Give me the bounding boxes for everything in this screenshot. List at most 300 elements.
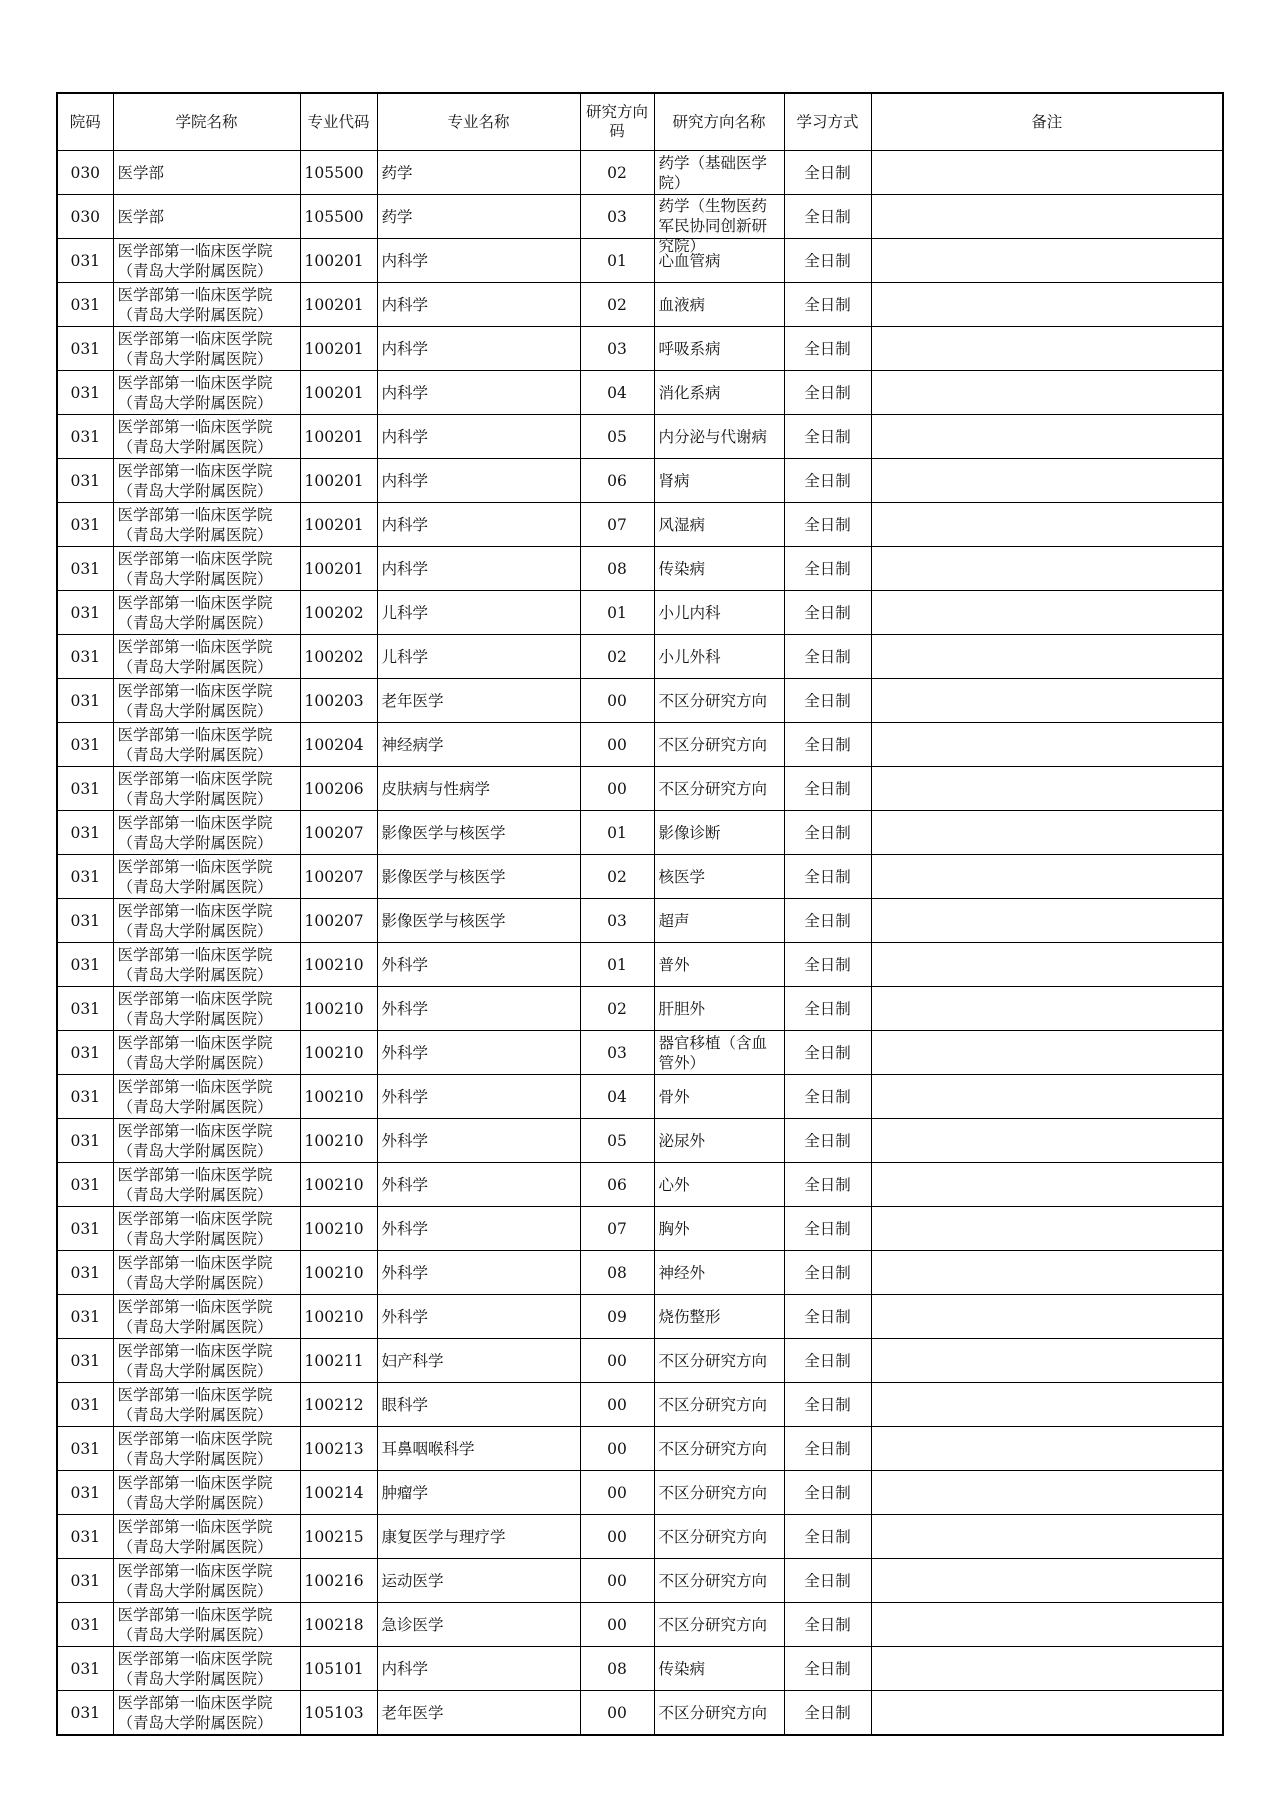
- major-name-cell: 内科学: [377, 239, 580, 283]
- header-college-code: 院码: [57, 93, 113, 151]
- college-hospital-line: （青岛大学附属医院）: [117, 877, 273, 896]
- note-cell: [871, 371, 1223, 415]
- college-hospital-line: （青岛大学附属医院）: [117, 1317, 273, 1336]
- major-code-cell: 100210: [300, 1207, 377, 1251]
- header-direction-name: 研究方向名称: [654, 93, 784, 151]
- college-code-cell: 031: [57, 1251, 113, 1295]
- college-name-line: 医学部第一临床医学院: [117, 681, 273, 700]
- college-hospital-line: （青岛大学附属医院）: [117, 657, 273, 676]
- major-code-cell: 100206: [300, 767, 377, 811]
- direction-name-text: 不区分研究方向: [658, 1527, 768, 1546]
- study-mode-cell: 全日制: [784, 1691, 871, 1736]
- direction-code-cell: 00: [580, 1603, 654, 1647]
- direction-name-text: 风湿病: [658, 515, 706, 534]
- table-row: [57, 151, 1223, 195]
- major-code-cell: 100210: [300, 1119, 377, 1163]
- direction-name-cell: [654, 1559, 784, 1603]
- table-row: [57, 415, 1223, 459]
- college-name-line: 医学部第一临床医学院: [117, 1429, 273, 1448]
- college-name-cell: [113, 1031, 300, 1075]
- direction-code-cell: 00: [580, 723, 654, 767]
- study-mode-cell: 全日制: [784, 1559, 871, 1603]
- major-name-cell: 内科学: [377, 283, 580, 327]
- direction-code-cell: 03: [580, 195, 654, 239]
- direction-name-cell: [654, 459, 784, 503]
- note-cell: [871, 151, 1223, 195]
- college-code-cell: 031: [57, 239, 113, 283]
- college-code-cell: 031: [57, 679, 113, 723]
- study-mode-cell: 全日制: [784, 679, 871, 723]
- college-code-cell: 031: [57, 1515, 113, 1559]
- college-name-cell: [113, 1207, 300, 1251]
- college-name-line: 医学部第一临床医学院: [117, 373, 273, 392]
- major-code-cell: 100210: [300, 1295, 377, 1339]
- direction-name-text: 心血管病: [658, 251, 721, 270]
- study-mode-cell: 全日制: [784, 1207, 871, 1251]
- table-row: [57, 1603, 1223, 1647]
- college-hospital-line: （青岛大学附属医院）: [117, 1097, 273, 1116]
- study-mode-cell: 全日制: [784, 239, 871, 283]
- college-name-cell: [113, 1119, 300, 1163]
- major-code-cell: 100212: [300, 1383, 377, 1427]
- college-hospital-line: （青岛大学附属医院）: [117, 1449, 273, 1468]
- major-name-cell: 内科学: [377, 459, 580, 503]
- direction-name-text: 内分泌与代谢病: [658, 427, 768, 446]
- major-code-cell: 100210: [300, 1031, 377, 1075]
- direction-name-text: 骨外: [658, 1087, 690, 1106]
- college-code-cell: 031: [57, 503, 113, 547]
- note-cell: [871, 1603, 1223, 1647]
- direction-code-cell: 02: [580, 635, 654, 679]
- college-name-line: 医学部第一临床医学院: [117, 901, 273, 920]
- college-name-line: 医学部第一临床医学院: [117, 285, 273, 304]
- study-mode-cell: 全日制: [784, 415, 871, 459]
- table-row: [57, 987, 1223, 1031]
- direction-code-cell: 00: [580, 767, 654, 811]
- college-hospital-line: （青岛大学附属医院）: [117, 1537, 273, 1556]
- direction-name-text: 不区分研究方向: [658, 1351, 768, 1370]
- major-code-cell: 105500: [300, 195, 377, 239]
- college-name-line: 医学部第一临床医学院: [117, 329, 273, 348]
- direction-name-cell: [654, 899, 784, 943]
- college-name-cell: [113, 459, 300, 503]
- program-table: [56, 92, 1224, 1736]
- direction-name-cell: [654, 1427, 784, 1471]
- direction-name-cell: [654, 195, 784, 255]
- major-name-cell: 外科学: [377, 1251, 580, 1295]
- direction-name-text: 烧伤整形: [658, 1307, 721, 1326]
- college-name-cell: [113, 635, 300, 679]
- major-code-cell: 100211: [300, 1339, 377, 1383]
- college-code-cell: 031: [57, 943, 113, 987]
- major-name-cell: 耳鼻咽喉科学: [377, 1427, 580, 1471]
- college-code-cell: 031: [57, 283, 113, 327]
- note-cell: [871, 1295, 1223, 1339]
- college-name-line: 医学部第一临床医学院: [117, 1649, 273, 1668]
- direction-code-cell: 00: [580, 1559, 654, 1603]
- direction-name-cell: [654, 1471, 784, 1515]
- note-cell: [871, 811, 1223, 855]
- college-name-cell: [113, 723, 300, 767]
- college-code-cell: 031: [57, 371, 113, 415]
- college-name-cell: [113, 503, 300, 547]
- major-name-cell: 老年医学: [377, 679, 580, 723]
- note-cell: [871, 415, 1223, 459]
- direction-name-text: 血液病: [658, 295, 706, 314]
- table-row: [57, 1075, 1223, 1119]
- college-hospital-line: （青岛大学附属医院）: [117, 789, 273, 808]
- note-cell: [871, 1383, 1223, 1427]
- major-code-cell: 100210: [300, 1251, 377, 1295]
- college-hospital-line: （青岛大学附属医院）: [117, 349, 273, 368]
- direction-code-cell: 04: [580, 1075, 654, 1119]
- direction-code-cell: 07: [580, 503, 654, 547]
- college-hospital-line: （青岛大学附属医院）: [117, 921, 273, 940]
- major-code-cell: 105103: [300, 1691, 377, 1736]
- table-row: [57, 547, 1223, 591]
- table-row: [57, 1515, 1223, 1559]
- table-row: [57, 503, 1223, 547]
- major-name-cell: 外科学: [377, 1075, 580, 1119]
- direction-code-cell: 08: [580, 1251, 654, 1295]
- direction-code-cell: 02: [580, 855, 654, 899]
- study-mode-cell: 全日制: [784, 767, 871, 811]
- college-hospital-line: （青岛大学附属医院）: [117, 1669, 273, 1688]
- note-cell: [871, 855, 1223, 899]
- study-mode-cell: 全日制: [784, 1515, 871, 1559]
- direction-name-text: 心外: [658, 1175, 690, 1194]
- college-name-cell: [113, 1075, 300, 1119]
- direction-code-cell: 05: [580, 1119, 654, 1163]
- table-row: [57, 371, 1223, 415]
- direction-name-text: 不区分研究方向: [658, 1571, 768, 1590]
- direction-code-cell: 01: [580, 591, 654, 635]
- college-code-cell: 031: [57, 1383, 113, 1427]
- study-mode-cell: 全日制: [784, 151, 871, 195]
- college-name-line: 医学部第一临床医学院: [117, 1033, 273, 1052]
- college-hospital-line: （青岛大学附属医院）: [117, 1229, 273, 1248]
- direction-name-cell: [654, 723, 784, 767]
- note-cell: [871, 327, 1223, 371]
- college-code-cell: 031: [57, 767, 113, 811]
- direction-name-cell: [654, 1163, 784, 1207]
- direction-code-cell: 00: [580, 1691, 654, 1736]
- major-name-cell: 内科学: [377, 1647, 580, 1691]
- college-name-cell: [113, 371, 300, 415]
- college-code-cell: 031: [57, 1427, 113, 1471]
- major-code-cell: 100213: [300, 1427, 377, 1471]
- direction-name-cell: [654, 1075, 784, 1119]
- college-name-cell: [113, 1603, 300, 1647]
- major-name-cell: 内科学: [377, 371, 580, 415]
- college-name-cell: [113, 899, 300, 943]
- direction-code-cell: 03: [580, 899, 654, 943]
- direction-name-text: 胸外: [658, 1219, 690, 1238]
- table-row: [57, 283, 1223, 327]
- major-name-cell: 皮肤病与性病学: [377, 767, 580, 811]
- college-name-cell: [113, 415, 300, 459]
- direction-name-text: 器官移植（含血管外）: [658, 1033, 768, 1072]
- college-name-line: 医学部第一临床医学院: [117, 1473, 273, 1492]
- major-name-cell: 药学: [377, 195, 580, 239]
- table-row: [57, 239, 1223, 283]
- college-hospital-line: （青岛大学附属医院）: [117, 833, 273, 852]
- direction-name-text: 普外: [658, 955, 690, 974]
- study-mode-cell: 全日制: [784, 1603, 871, 1647]
- direction-name-cell: [654, 1031, 784, 1075]
- note-cell: [871, 239, 1223, 283]
- direction-code-cell: 03: [580, 1031, 654, 1075]
- major-name-cell: 药学: [377, 151, 580, 195]
- college-hospital-line: （青岛大学附属医院）: [117, 1361, 273, 1380]
- direction-name-text: 呼吸系病: [658, 339, 721, 358]
- major-name-cell: 康复医学与理疗学: [377, 1515, 580, 1559]
- direction-name-text: 传染病: [658, 1659, 706, 1678]
- study-mode-cell: 全日制: [784, 1427, 871, 1471]
- college-code-cell: 031: [57, 1691, 113, 1736]
- table-body: [57, 151, 1223, 1736]
- college-hospital-line: （青岛大学附属医院）: [117, 613, 273, 632]
- study-mode-cell: 全日制: [784, 1163, 871, 1207]
- college-hospital-line: （青岛大学附属医院）: [117, 393, 273, 412]
- college-hospital-line: （青岛大学附属医院）: [117, 261, 273, 280]
- major-code-cell: 100210: [300, 1163, 377, 1207]
- table-row: [57, 1471, 1223, 1515]
- header-study-mode: 学习方式: [784, 93, 871, 151]
- direction-name-cell: [654, 371, 784, 415]
- college-code-cell: 031: [57, 811, 113, 855]
- college-name-line: 医学部第一临床医学院: [117, 1077, 273, 1096]
- college-hospital-line: （青岛大学附属医院）: [117, 481, 273, 500]
- major-code-cell: 100202: [300, 591, 377, 635]
- direction-name-cell: [654, 1383, 784, 1427]
- direction-code-cell: 02: [580, 987, 654, 1031]
- direction-name-cell: [654, 1339, 784, 1383]
- college-code-cell: 031: [57, 1471, 113, 1515]
- direction-code-cell: 07: [580, 1207, 654, 1251]
- major-name-cell: 外科学: [377, 1119, 580, 1163]
- college-name-cell: [113, 767, 300, 811]
- study-mode-cell: 全日制: [784, 503, 871, 547]
- college-hospital-line: （青岛大学附属医院）: [117, 1141, 273, 1160]
- college-hospital-line: （青岛大学附属医院）: [117, 1713, 273, 1732]
- major-code-cell: 100207: [300, 899, 377, 943]
- table-row: [57, 1647, 1223, 1691]
- college-name-line: 医学部第一临床医学院: [117, 1605, 273, 1624]
- college-name-line: 医学部第一临床医学院: [117, 725, 273, 744]
- direction-name-text: 超声: [658, 911, 690, 930]
- note-cell: [871, 283, 1223, 327]
- note-cell: [871, 635, 1223, 679]
- major-name-cell: 老年医学: [377, 1691, 580, 1736]
- table-row: [57, 855, 1223, 899]
- direction-name-cell: [654, 1119, 784, 1163]
- college-name-line: 医学部第一临床医学院: [117, 1165, 273, 1184]
- college-code-cell: 031: [57, 1163, 113, 1207]
- study-mode-cell: 全日制: [784, 855, 871, 899]
- direction-code-cell: 09: [580, 1295, 654, 1339]
- table-row: [57, 811, 1223, 855]
- direction-name-cell: [654, 855, 784, 899]
- college-name-cell: [113, 1515, 300, 1559]
- college-code-cell: 031: [57, 415, 113, 459]
- note-cell: [871, 503, 1223, 547]
- study-mode-cell: 全日制: [784, 1295, 871, 1339]
- major-name-cell: 影像医学与核医学: [377, 811, 580, 855]
- direction-name-text: 不区分研究方向: [658, 1395, 768, 1414]
- major-name-cell: 外科学: [377, 987, 580, 1031]
- college-code-cell: 031: [57, 459, 113, 503]
- direction-name-text: 神经外: [658, 1263, 706, 1282]
- note-cell: [871, 1031, 1223, 1075]
- college-code-cell: 031: [57, 635, 113, 679]
- college-name-line: 医学部第一临床医学院: [117, 945, 273, 964]
- note-cell: [871, 1691, 1223, 1736]
- major-name-cell: 影像医学与核医学: [377, 899, 580, 943]
- major-name-cell: 内科学: [377, 547, 580, 591]
- college-code-cell: 031: [57, 327, 113, 371]
- major-code-cell: 100202: [300, 635, 377, 679]
- college-code-cell: 031: [57, 1559, 113, 1603]
- major-code-cell: 100201: [300, 459, 377, 503]
- direction-name-cell: [654, 1603, 784, 1647]
- note-cell: [871, 1339, 1223, 1383]
- college-name-line: 医学部第一临床医学院: [117, 989, 273, 1008]
- college-name-line: 医学部第一临床医学院: [117, 1121, 273, 1140]
- note-cell: [871, 1075, 1223, 1119]
- direction-name-text: 不区分研究方向: [658, 779, 768, 798]
- table-row: [57, 1295, 1223, 1339]
- college-code-cell: 031: [57, 1207, 113, 1251]
- direction-code-cell: 00: [580, 1515, 654, 1559]
- college-hospital-line: （青岛大学附属医院）: [117, 745, 273, 764]
- note-cell: [871, 1163, 1223, 1207]
- study-mode-cell: 全日制: [784, 723, 871, 767]
- major-code-cell: 100215: [300, 1515, 377, 1559]
- direction-code-cell: 02: [580, 283, 654, 327]
- table-row: [57, 1427, 1223, 1471]
- college-code-cell: 030: [57, 195, 113, 239]
- college-hospital-line: （青岛大学附属医院）: [117, 1053, 273, 1072]
- study-mode-cell: 全日制: [784, 811, 871, 855]
- direction-name-text: 不区分研究方向: [658, 1483, 768, 1502]
- college-code-cell: 031: [57, 1031, 113, 1075]
- note-cell: [871, 987, 1223, 1031]
- table-row: [57, 723, 1223, 767]
- direction-name-cell: [654, 151, 784, 195]
- major-name-cell: 影像医学与核医学: [377, 855, 580, 899]
- college-name-line: 医学部第一临床医学院: [117, 1253, 273, 1272]
- table-row: [57, 1691, 1223, 1736]
- college-name-line: 医学部: [117, 207, 165, 226]
- direction-code-cell: 02: [580, 151, 654, 195]
- college-name-line: 医学部第一临床医学院: [117, 637, 273, 656]
- major-name-cell: 外科学: [377, 1207, 580, 1251]
- college-name-line: 医学部第一临床医学院: [117, 1385, 273, 1404]
- major-name-cell: 儿科学: [377, 635, 580, 679]
- direction-name-text: 不区分研究方向: [658, 1615, 768, 1634]
- note-cell: [871, 1427, 1223, 1471]
- table-row: [57, 1163, 1223, 1207]
- table-row: [57, 635, 1223, 679]
- college-code-cell: 031: [57, 899, 113, 943]
- college-hospital-line: （青岛大学附属医院）: [117, 437, 273, 456]
- note-cell: [871, 459, 1223, 503]
- direction-name-text: 泌尿外: [658, 1131, 706, 1150]
- direction-code-cell: 00: [580, 1427, 654, 1471]
- note-cell: [871, 943, 1223, 987]
- major-name-cell: 运动医学: [377, 1559, 580, 1603]
- note-cell: [871, 1471, 1223, 1515]
- major-name-cell: 儿科学: [377, 591, 580, 635]
- college-name-cell: [113, 679, 300, 723]
- college-name-cell: [113, 283, 300, 327]
- college-code-cell: 031: [57, 1647, 113, 1691]
- college-name-cell: [113, 1471, 300, 1515]
- college-name-line: 医学部第一临床医学院: [117, 769, 273, 788]
- college-hospital-line: （青岛大学附属医院）: [117, 1185, 273, 1204]
- direction-name-cell: [654, 283, 784, 327]
- study-mode-cell: 全日制: [784, 195, 871, 239]
- header-direction-code: 研究方向码: [580, 93, 654, 151]
- direction-code-cell: 00: [580, 1383, 654, 1427]
- direction-name-cell: [654, 635, 784, 679]
- study-mode-cell: 全日制: [784, 283, 871, 327]
- direction-name-text: 肾病: [658, 471, 690, 490]
- major-code-cell: 100201: [300, 239, 377, 283]
- table-header-row: [57, 93, 1223, 151]
- table-row: [57, 767, 1223, 811]
- study-mode-cell: 全日制: [784, 591, 871, 635]
- direction-name-cell: [654, 415, 784, 459]
- major-code-cell: 105500: [300, 151, 377, 195]
- college-code-cell: 031: [57, 855, 113, 899]
- note-cell: [871, 591, 1223, 635]
- direction-name-text: 肝胆外: [658, 999, 706, 1018]
- direction-name-cell: [654, 1515, 784, 1559]
- study-mode-cell: 全日制: [784, 1471, 871, 1515]
- direction-code-cell: 01: [580, 239, 654, 283]
- note-cell: [871, 1515, 1223, 1559]
- college-name-cell: [113, 855, 300, 899]
- major-code-cell: 100201: [300, 547, 377, 591]
- college-name-cell: [113, 151, 300, 195]
- direction-name-text: 不区分研究方向: [658, 1439, 768, 1458]
- college-name-line: 医学部第一临床医学院: [117, 505, 273, 524]
- college-hospital-line: （青岛大学附属医院）: [117, 525, 273, 544]
- direction-name-text: 核医学: [658, 867, 706, 886]
- major-code-cell: 100207: [300, 811, 377, 855]
- study-mode-cell: 全日制: [784, 547, 871, 591]
- major-name-cell: 内科学: [377, 415, 580, 459]
- direction-name-text: 药学（生物医药军民协同创新研究院）: [658, 196, 768, 255]
- table-row: [57, 327, 1223, 371]
- study-mode-cell: 全日制: [784, 899, 871, 943]
- direction-code-cell: 01: [580, 811, 654, 855]
- table-row: [57, 899, 1223, 943]
- note-cell: [871, 1647, 1223, 1691]
- study-mode-cell: 全日制: [784, 1647, 871, 1691]
- direction-name-cell: [654, 987, 784, 1031]
- note-cell: [871, 1251, 1223, 1295]
- major-name-cell: 肿瘤学: [377, 1471, 580, 1515]
- college-name-cell: [113, 811, 300, 855]
- college-code-cell: 031: [57, 723, 113, 767]
- college-name-cell: [113, 327, 300, 371]
- college-name-cell: [113, 195, 300, 239]
- note-cell: [871, 767, 1223, 811]
- college-name-line: 医学部第一临床医学院: [117, 1297, 273, 1316]
